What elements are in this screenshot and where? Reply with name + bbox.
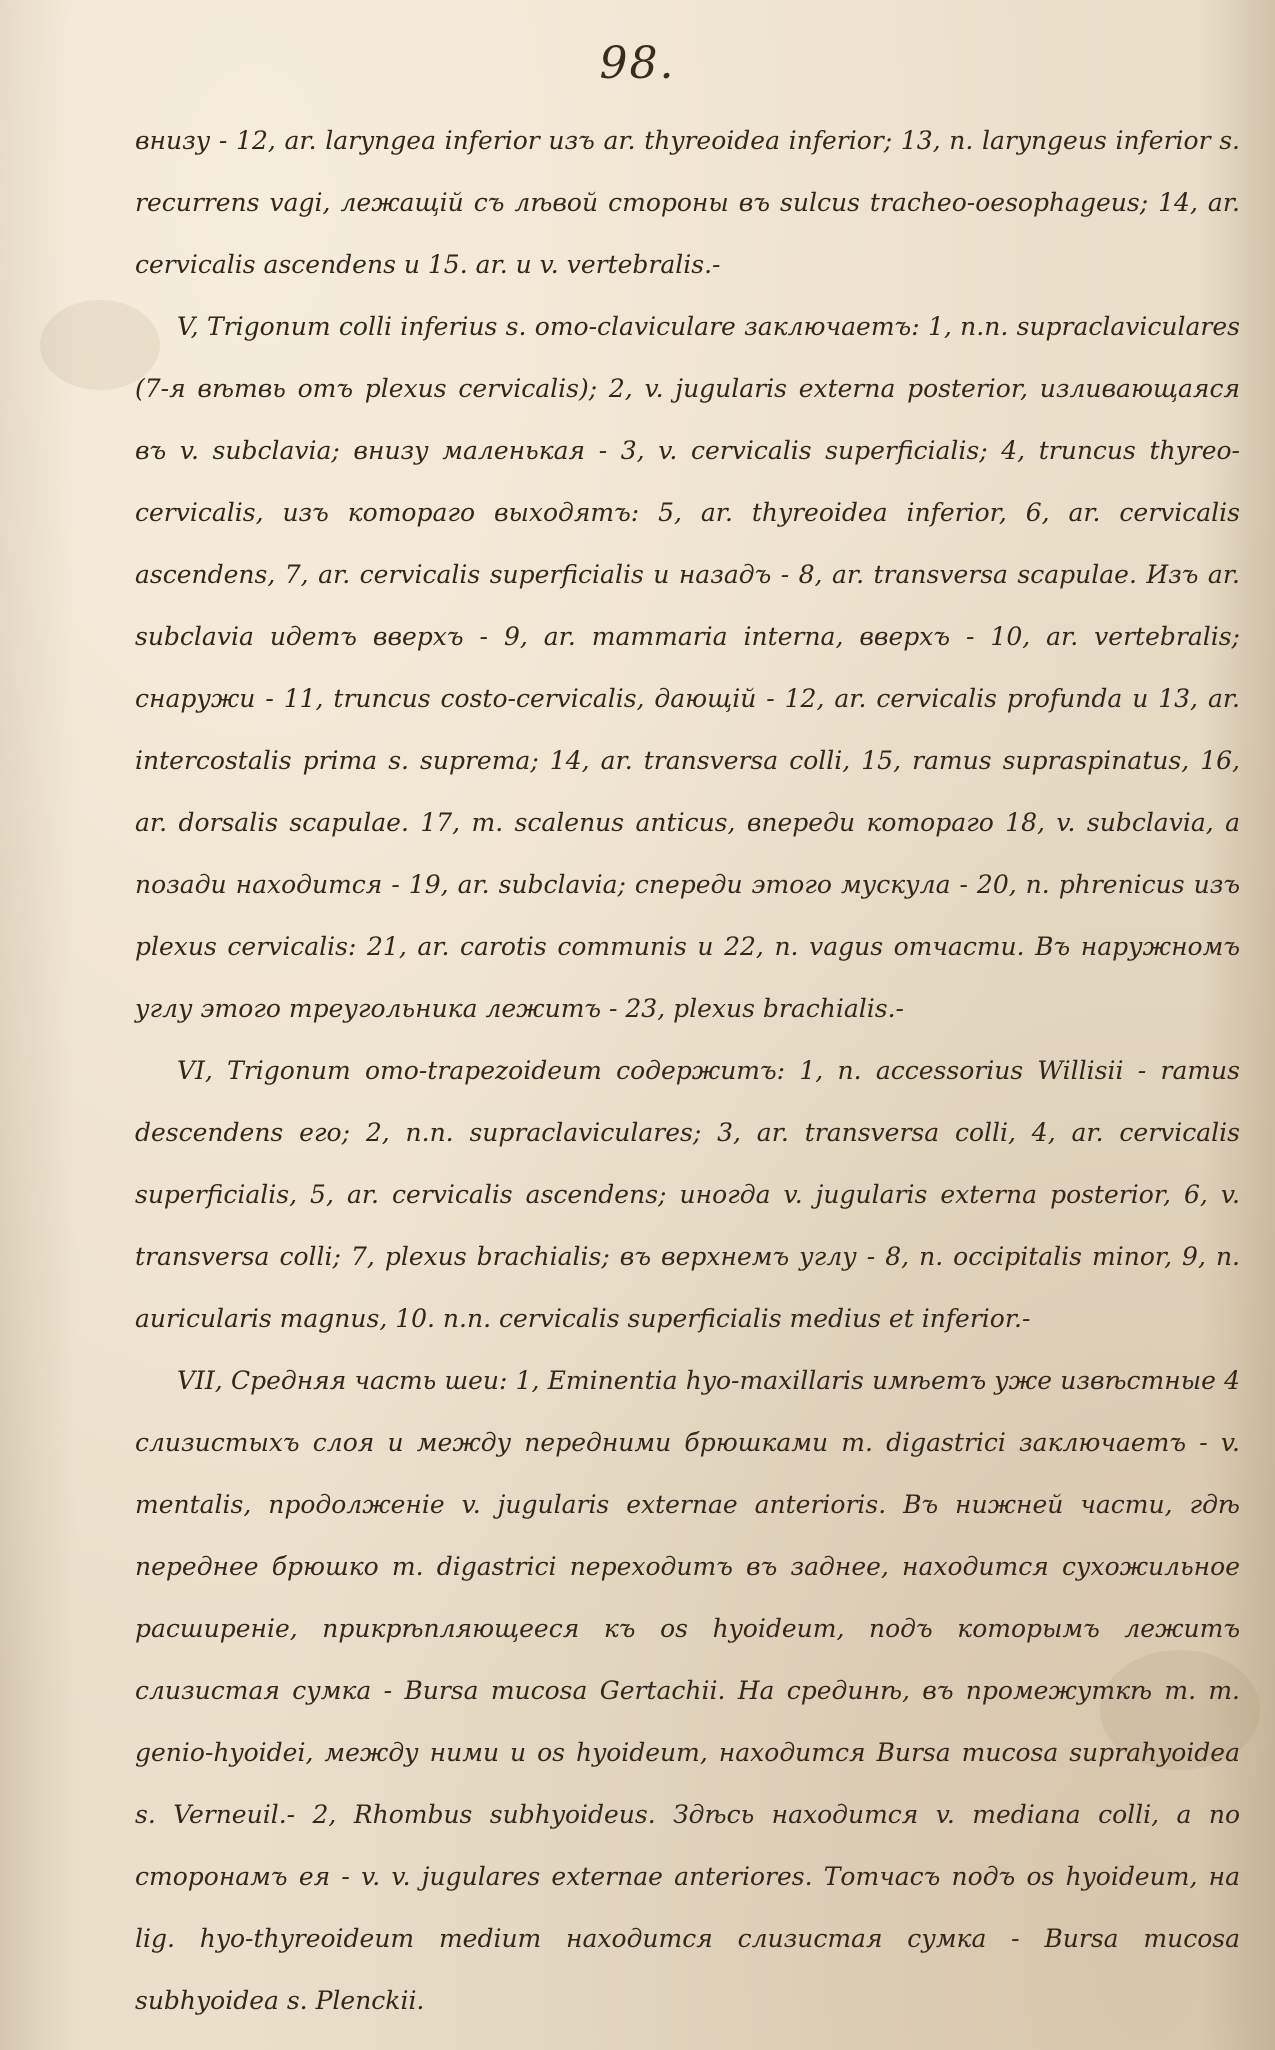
- paragraph-continuation: внизу - 12, ar. laryngea inferior изъ ar. thyreoidea inferior; 13, n. laryngeus inferior s. recurrens vagi, лежащій съ лѣвой стороны въ sulcus tracheo-oesophageus; 14, ar. cervicalis ascendens и 15. ar. и v. vertebralis.-: [135, 126, 1240, 279]
- paragraph-trigonum-colli-inferius: V, Trigonum colli inferius s. omo-claviculare заключаетъ: 1, n.n. supraclaviculares (7-я вѣтвь отъ plexus cervicalis); 2, v. jugularis externa posterior, изливающаяся въ v. subclavia; внизу маленькая - 3, v. cervicalis superficialis; 4, truncus thyreo-cervicalis, изъ котораго выходятъ: 5, ar. thyreoidea inferior, 6, ar. cervicalis ascendens, 7, ar. cervicalis superficialis и назадъ - 8, ar. transversa scapulae. Изъ ar. subclavia идетъ вверхъ - 9, ar. mammaria interna, вверхъ - 10, ar. vertebralis; снаружи - 11, truncus costo-cervicalis, дающій - 12, ar. cervicalis profunda и 13, ar. intercostalis prima s. suprema; 14, ar. transversa colli, 15, ramus supraspinatus, 16, ar. dorsalis scapulae. 17, m. scalenus anticus, впереди котораго 18, v. subclavia, а позади находится - 19, ar. subclavia; спереди этого мускула - 20, n. phrenicus изъ plexus cervicalis: 21, ar. carotis communis и 22, n. vagus отчасти. Въ наружномъ углу этого треугольника лежитъ - 23, plexus brachialis.-: [135, 312, 1240, 1023]
- page-number: 98.: [599, 38, 676, 89]
- paragraph-trigonum-omo-trapezoideum: VI, Trigonum omo-trapezoideum содержитъ: 1, n. accessorius Willisii - ramus descendens его; 2, n.n. supraclaviculares; 3, ar. transversa colli, 4, ar. cervicalis superficialis, 5, ar. cervicalis ascendens; иногда v. jugularis externa posterior, 6, v. transversa colli; 7, plexus brachialis; въ верхнемъ углу - 8, n. occipitalis minor, 9, n. auricularis magnus, 10. n.n. cervicalis superficialis medius et inferior.-: [135, 1056, 1240, 1333]
- paragraph-middle-part-of-neck: VII, Средняя часть шеи: 1, Eminentia hyo-maxillaris имѣетъ уже извѣстные 4 слизистыхъ слоя и между передними брюшками m. digastrici заключаетъ - v. mentalis, продолженіе v. jugularis externae anterioris. Въ нижней части, гдѣ переднее брюшко m. digastrici переходитъ въ заднее, находится сухожильное расширеніе, прикрѣпляющееся къ os hyoideum, подъ которымъ лежитъ слизистая сумка - Bursa mucosa Gertachii. На срединѣ, въ промежуткѣ m. m. genio-hyoidei, между ними и os hyoideum, находится Bursa mucosa suprahyoidea s. Verneuil.- 2, Rhombus subhyoideus. Здѣсь находится v. mediana colli, а по сторонамъ ея - v. v. jugulares externae anteriores. Тотчасъ подъ os hyoideum, на lig. hyo-thyreoideum medium находится слизистая сумка - Bursa mucosa subhyoidea s. Plenckii.: [135, 1366, 1240, 2015]
- handwritten-text-body: [135, 110, 1240, 2032]
